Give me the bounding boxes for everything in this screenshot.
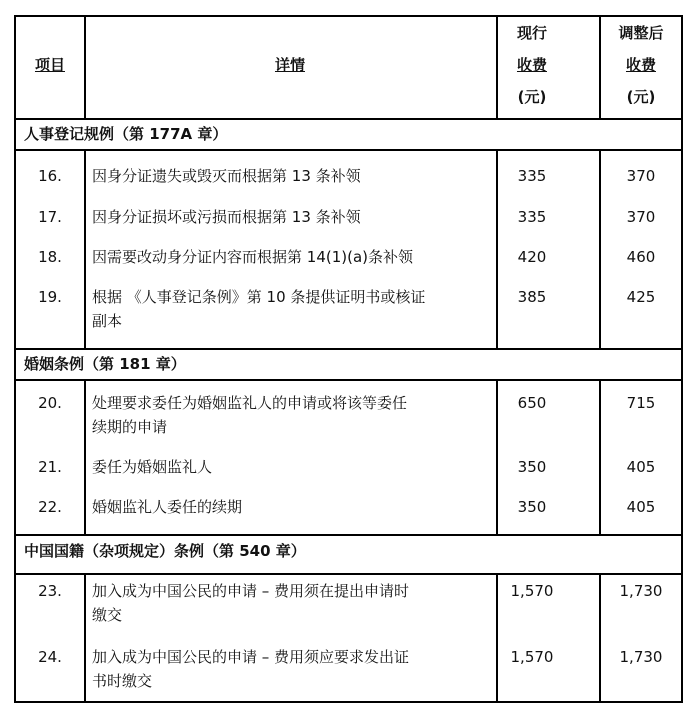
header-item	[16, 49, 84, 81]
current-fee: 350	[517, 458, 547, 476]
current-fee: 335	[517, 167, 547, 185]
revised-fee: 405	[626, 498, 656, 516]
row-detail: 因身分证遗失或毁灭而根据第 13 条补领	[92, 167, 361, 185]
row-number: 19.	[38, 288, 62, 306]
row-detail: 因需要改动身分证内容而根据第 14(1)(a)条补领	[92, 248, 414, 266]
row-detail: 加入成为中国公民的申请 – 费用须应要求发出证 书时缴交	[92, 648, 410, 690]
column-divider	[599, 17, 601, 118]
column-divider	[84, 17, 86, 118]
row-detail: 处理要求委任为婚姻监礼人的申请或将该等委任 续期的申请	[92, 394, 408, 436]
revised-fee: 1,730	[619, 648, 663, 666]
current-fee: 1,570	[510, 582, 554, 600]
row-number: 16.	[38, 167, 62, 185]
revised-fee: 370	[626, 208, 656, 226]
section-title: 中国国籍（杂项规定）条例（第 540 章）	[24, 542, 306, 560]
current-fee: 385	[517, 288, 547, 306]
section-title: 婚姻条例（第 181 章）	[24, 355, 186, 373]
section-divider	[16, 379, 681, 381]
row-number: 21.	[38, 458, 62, 476]
row-detail: 因身分证损坏或污损而根据第 13 条补领	[92, 208, 361, 226]
current-fee: 650	[517, 394, 547, 412]
header-revised-fee	[598, 17, 684, 113]
header-revised-fee-line1: 调整后	[618, 24, 664, 42]
row-detail: 根据 《人事登记条例》第 10 条提供证明书或核证 副本	[92, 288, 426, 330]
current-fee: 350	[517, 498, 547, 516]
row-number: 18.	[38, 248, 62, 266]
section-divider	[16, 149, 681, 151]
row-detail: 婚姻监礼人委任的续期	[92, 498, 243, 516]
header-current-fee-unit: (元)	[517, 88, 547, 106]
header-current-fee-line1: 现行	[516, 24, 547, 42]
row-detail: 委任为婚姻监礼人	[92, 458, 213, 476]
revised-fee: 425	[626, 288, 656, 306]
row-number: 22.	[38, 498, 62, 516]
revised-fee: 715	[626, 394, 656, 412]
current-fee: 420	[517, 248, 547, 266]
section-title: 人事登记规例（第 177A 章）	[24, 125, 228, 143]
row-detail: 加入成为中国公民的申请 – 费用须在提出申请时 缴交	[92, 582, 410, 624]
revised-fee: 1,730	[619, 582, 663, 600]
row-number: 24.	[38, 648, 62, 666]
section-divider	[16, 534, 681, 536]
revised-fee: 370	[626, 167, 656, 185]
section-divider	[16, 348, 681, 350]
header-divider	[16, 118, 681, 120]
row-number: 23.	[38, 582, 62, 600]
header-revised-fee-unit: (元)	[626, 88, 656, 106]
current-fee: 335	[517, 208, 547, 226]
revised-fee: 405	[626, 458, 656, 476]
current-fee: 1,570	[510, 648, 554, 666]
row-number: 20.	[38, 394, 62, 412]
header-item-label: 项目	[34, 56, 65, 74]
header-details-label: 详情	[274, 56, 305, 74]
header-revised-fee-line2: 收费	[625, 56, 656, 74]
fee-table	[14, 15, 683, 703]
column-divider	[84, 149, 86, 348]
row-number: 17.	[38, 208, 62, 226]
section-divider	[16, 573, 681, 575]
header-current-fee-line2: 收费	[516, 56, 547, 74]
revised-fee: 460	[626, 248, 656, 266]
column-divider	[496, 17, 498, 118]
column-divider	[84, 573, 86, 701]
column-divider	[84, 379, 86, 534]
header-details	[84, 49, 496, 81]
